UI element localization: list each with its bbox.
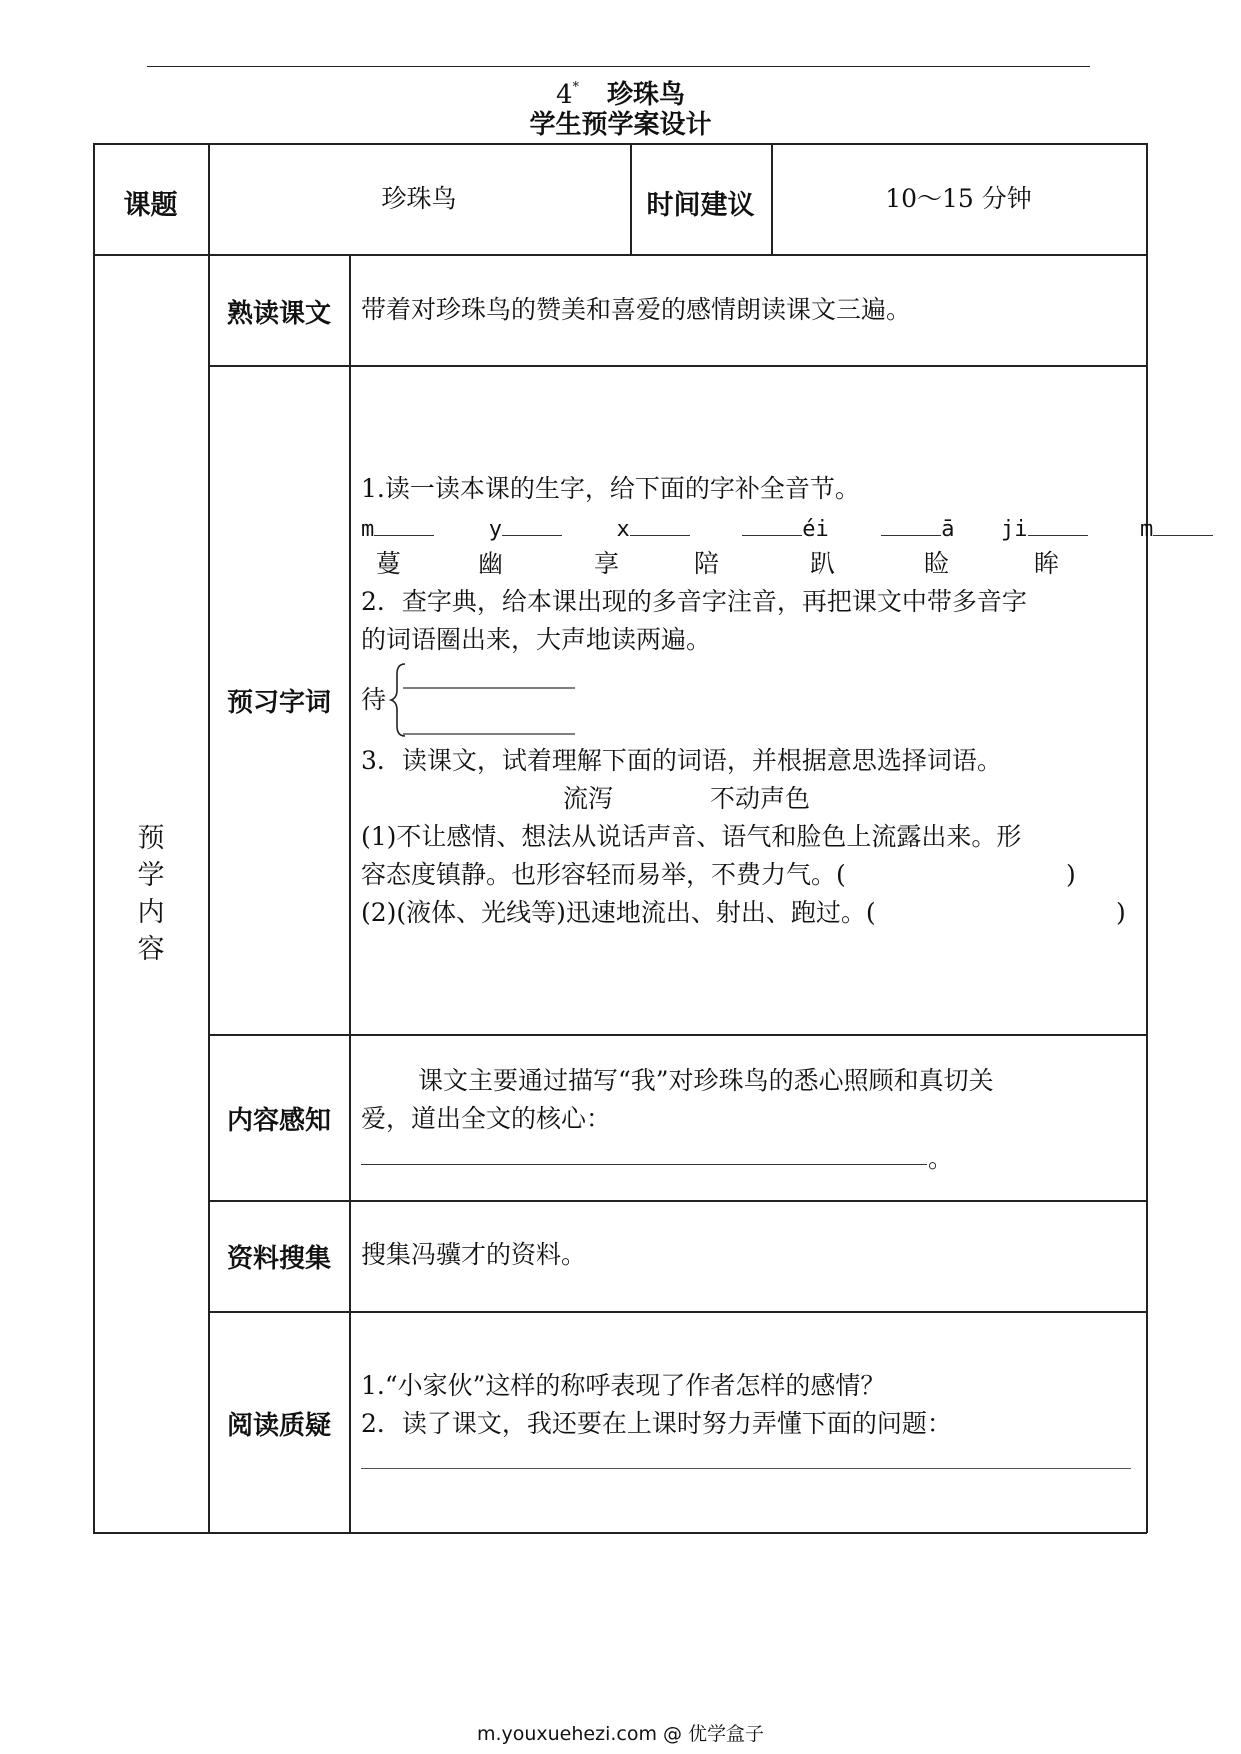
pinyin-item: x [617,517,690,542]
pinyin-item: ā [881,517,954,542]
new-char: 幽 [478,549,504,578]
side-label-char: 内 [137,897,165,928]
new-char: 蔓 [376,549,402,578]
material-label: 资料搜集 [226,1244,331,1274]
pinyin-blank[interactable] [630,509,690,536]
new-char: 睑 [924,549,950,578]
content-label: 内容感知 [226,1106,331,1136]
lesson-mark: * [572,80,580,95]
table-line [93,1532,1147,1534]
time-label: 时间建议 [646,190,755,221]
new-char: 享 [594,549,620,578]
definition-2: (2)(液体、光线等)迅速地流出、射出、跑过。( [361,898,876,927]
table-line [93,254,1147,256]
read-text: 带着对珍珠鸟的赞美和喜爱的感情朗读课文三遍。 [361,295,912,324]
pinyin-item: m [1140,517,1213,542]
material-text: 搜集冯骥才的资料。 [361,1240,587,1269]
pinyin-row [361,509,1213,549]
pinyin-blank[interactable] [881,509,941,536]
words-q3: 3．读课文，试着理解下面的词语，并根据意思选择词语。 [361,746,1002,775]
pinyin-item: ji [1001,517,1088,542]
question-q2: 2．读了课文，我还要在上课时努力弄懂下面的问题： [361,1409,952,1438]
page-subtitle: 学生预学案设计 [529,110,712,140]
footer-watermark: m.youxuehezi.com @ 优学盒子 [476,1723,765,1745]
new-char: 陪 [694,549,720,578]
content-line2: 爱，道出全文的核心： [361,1104,612,1133]
question-answer-line[interactable] [361,1468,1131,1469]
words-q2-line2: 的词语圈出来，大声地读两遍。 [361,625,712,654]
word-option-2: 不动声色 [710,784,811,813]
words-label: 预习字词 [226,688,331,718]
new-char: 眸 [1034,549,1060,578]
top-rule [147,66,1090,67]
new-char: 趴 [810,549,836,578]
definition-2-close: ) [1116,898,1126,927]
word-option-1: 流泻 [563,784,614,813]
table-line [349,254,351,1533]
definition-1-line2: 容态度镇静。也形容轻而易举，不费力气。( [361,860,846,889]
side-label-char: 容 [137,934,165,965]
pinyin-blank[interactable] [742,509,802,536]
pinyin-blank[interactable] [1153,509,1213,536]
content-line1: 课文主要通过描写“我”对珍珠鸟的悉心照顾和真切关 [418,1066,994,1095]
lesson-number: 4 [555,80,573,110]
polyphone-char: 待 [361,685,387,714]
topic-value: 珍珠鸟 [381,184,457,213]
words-q2-line1: 2．查字典，给本课出现的多音字注音，再把课文中带多音字 [361,587,1027,616]
table-line [93,143,1147,145]
side-label-char: 学 [137,860,165,891]
pinyin-blank[interactable] [1028,509,1088,536]
definition-1-close: ) [1066,860,1076,889]
pinyin-item: m [361,517,434,542]
definition-1-line1: (1)不让感情、想法从说话声音、语气和脸色上流露出来。形 [361,822,1022,851]
content-answer-line[interactable] [361,1164,927,1165]
pinyin-blank[interactable] [374,509,434,536]
pinyin-item: éi [742,517,829,542]
brace-icon [391,664,405,736]
table-line [1146,143,1148,1533]
question-label: 阅读质疑 [226,1411,331,1441]
read-label: 熟读课文 [226,299,331,329]
words-q1: 1.读一读本课的生字，给下面的字补全音节。 [361,474,860,503]
side-label-preview-content [93,820,209,968]
time-value: 10～15 分钟 [885,184,1032,213]
content-end: 。 [928,1144,954,1173]
pinyin-item: y [489,517,562,542]
polyphone-brace [389,660,579,740]
topic-label: 课题 [123,190,178,221]
lesson-title: 珍珠鸟 [607,80,686,110]
question-q1: 1.“小家伙”这样的称呼表现了作者怎样的感情？ [361,1371,886,1400]
side-label-char: 预 [137,823,165,854]
pinyin-blank[interactable] [502,509,562,536]
